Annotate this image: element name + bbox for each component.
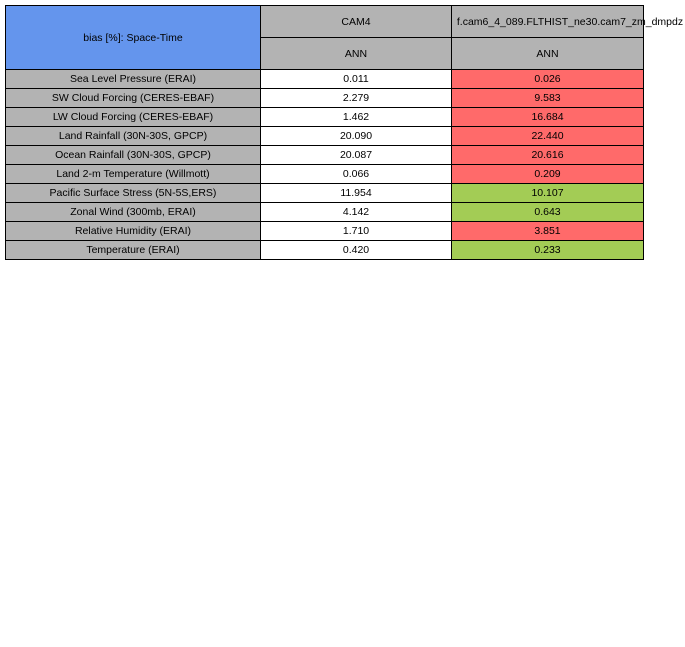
test-case-name: f.cam6_4_089.FLTHIST_ne30.cam7_zm_dmpdz — [456, 15, 684, 28]
test-value: 0.643 — [452, 203, 644, 222]
variable-label: Land 2-m Temperature (Willmott) — [6, 165, 261, 184]
season-header-cam4: ANN — [261, 38, 452, 70]
table-title: bias [%]: Space-Time — [6, 6, 261, 70]
table-row — [6, 108, 644, 127]
table-row — [6, 146, 644, 165]
test-value: 9.583 — [452, 89, 644, 108]
table-row — [6, 184, 644, 203]
table-row — [6, 241, 644, 260]
season-header-test: ANN — [452, 38, 644, 70]
cam4-value: 4.142 — [261, 203, 452, 222]
variable-label: LW Cloud Forcing (CERES-EBAF) — [6, 108, 261, 127]
table-row — [6, 165, 644, 184]
table-row — [6, 127, 644, 146]
column-header-cam4: CAM4 — [261, 6, 452, 38]
test-value: 22.440 — [452, 127, 644, 146]
cam4-value: 20.090 — [261, 127, 452, 146]
table-row — [6, 203, 644, 222]
cam4-value: 1.462 — [261, 108, 452, 127]
table-row — [6, 70, 644, 89]
test-value: 3.851 — [452, 222, 644, 241]
bias-table — [5, 5, 684, 260]
column-header-test-case — [452, 6, 684, 38]
cam4-value: 0.420 — [261, 241, 452, 260]
cam4-value: 20.087 — [261, 146, 452, 165]
variable-label: Pacific Surface Stress (5N-5S,ERS) — [6, 184, 261, 203]
variable-label: Zonal Wind (300mb, ERAI) — [6, 203, 261, 222]
variable-label: Sea Level Pressure (ERAI) — [6, 70, 261, 89]
table-row — [6, 89, 644, 108]
test-value: 0.233 — [452, 241, 644, 260]
cam4-value: 11.954 — [261, 184, 452, 203]
cam4-value: 1.710 — [261, 222, 452, 241]
header-row-case — [6, 6, 644, 38]
test-value: 0.209 — [452, 165, 644, 184]
table-row — [6, 222, 644, 241]
variable-label: Temperature (ERAI) — [6, 241, 261, 260]
test-value: 16.684 — [452, 108, 644, 127]
test-value: 20.616 — [452, 146, 644, 165]
variable-label: Land Rainfall (30N-30S, GPCP) — [6, 127, 261, 146]
variable-label: Ocean Rainfall (30N-30S, GPCP) — [6, 146, 261, 165]
cam4-value: 0.011 — [261, 70, 452, 89]
variable-label: SW Cloud Forcing (CERES-EBAF) — [6, 89, 261, 108]
test-value: 0.026 — [452, 70, 644, 89]
cam4-value: 0.066 — [261, 165, 452, 184]
test-value: 10.107 — [452, 184, 644, 203]
cam4-value: 2.279 — [261, 89, 452, 108]
variable-label: Relative Humidity (ERAI) — [6, 222, 261, 241]
